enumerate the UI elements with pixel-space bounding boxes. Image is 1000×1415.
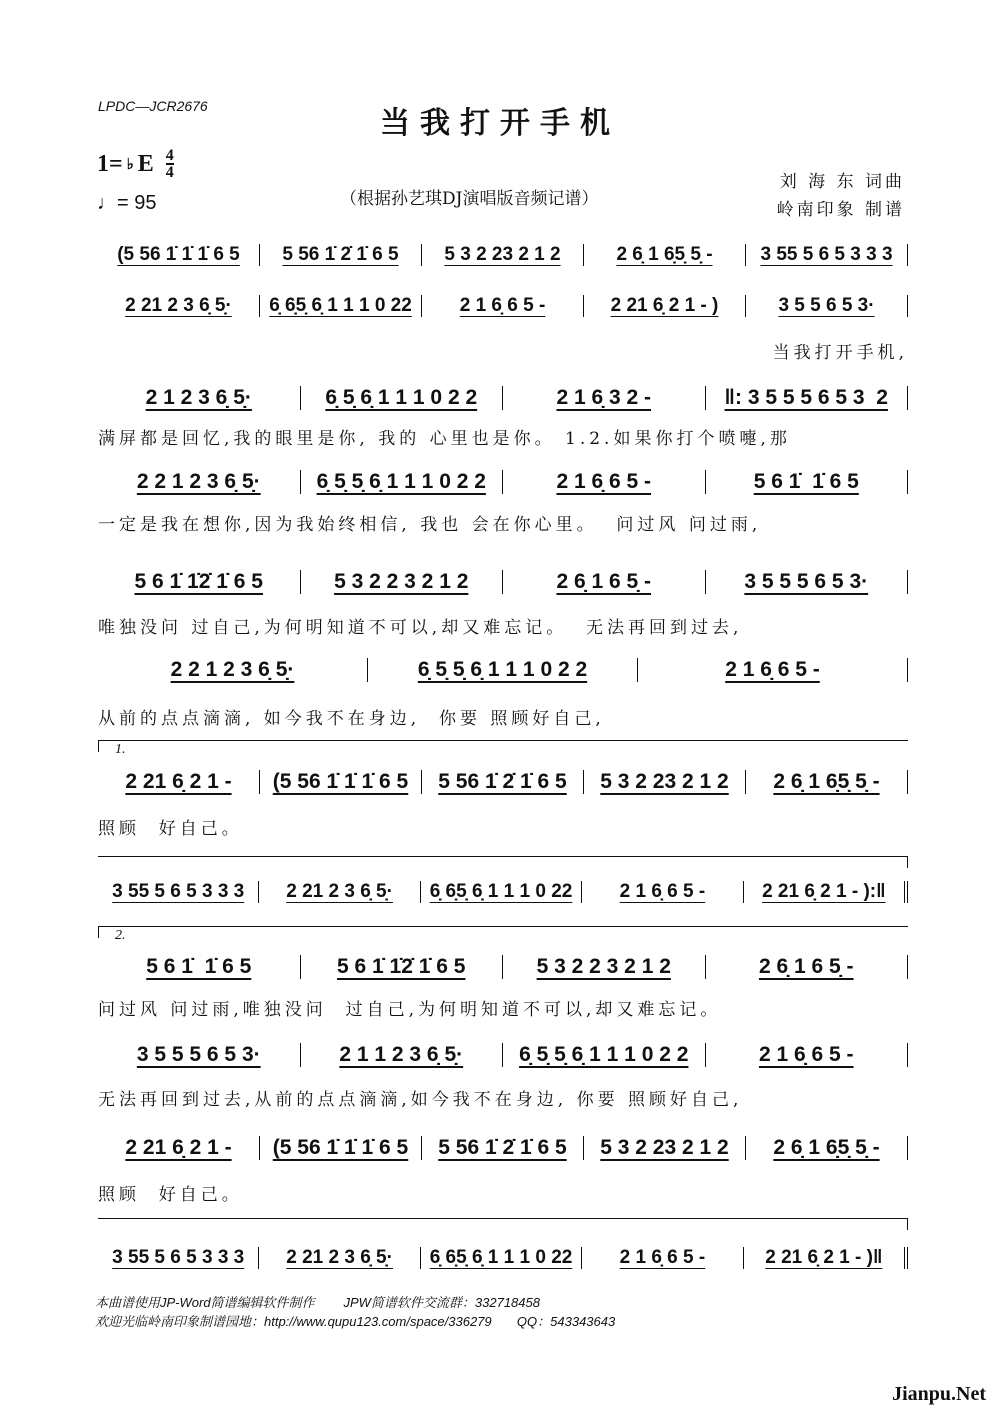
measure: 2 6̣ 1 6̣5̣ 5̣ - xyxy=(746,1136,908,1160)
flat-symbol: ♭ xyxy=(126,156,134,173)
footer-line-2: 欢迎光临岭南印象制谱园地：http://www.qupu123.com/space/336279 QQ：543343643 xyxy=(95,1314,616,1329)
lyrics-line: 无法再回到过去,从前的点点滴滴,如今我不在身边, 你要 照顾好自己, xyxy=(98,1090,743,1110)
measure: 2 21 6̣ 2 1 - )‖ xyxy=(744,1247,908,1269)
key-signature xyxy=(97,148,174,180)
measure: 5 3 2 23 2 1 2 xyxy=(584,770,746,794)
notation-system xyxy=(98,1243,908,1273)
measure: 2 6̣ 1 6 5̣ - xyxy=(503,570,706,594)
measure: 2 1 1 2 3 6̣ 5̣· xyxy=(301,1043,504,1067)
measure: (5 56 1̇ 1̇ 1̇ 6 5 xyxy=(98,244,260,266)
measure: 2 1 2 3 6̣ 5̣· xyxy=(98,386,301,410)
tempo xyxy=(97,192,156,215)
measure: 5 3 2 2 3 2 1 2 xyxy=(503,955,706,979)
time-bottom: 4 xyxy=(165,164,174,181)
measure: 2 1 6̣ 6 5 - xyxy=(638,658,908,682)
measure: 3 5 5 5 6 5 3· xyxy=(98,1043,301,1067)
tempo-value: = 95 xyxy=(117,192,157,214)
measure: 5 6 1̇ 1̇2̇ 1̇ 6 5 xyxy=(301,955,504,979)
song-title: 当我打开手机 xyxy=(380,106,620,141)
volta-2-line xyxy=(98,926,908,927)
lyrics-line: 问过风 问过雨,唯独没问 过自己,为何明知道不可以,却又难忘记。 xyxy=(98,1000,722,1020)
coda-tick xyxy=(907,1218,908,1230)
score-code: LPDC—JCR2676 xyxy=(98,98,208,114)
notation-system xyxy=(98,655,908,685)
measure: 6̣ 5̣ 5̣ 6̣ 1 1 1 0 2 2 xyxy=(503,1043,706,1067)
measure: 2 21 6̣ 2 1 - xyxy=(98,1136,260,1160)
measure: 6̣ 5̣ 5̣ 6̣ 1 1 1 0 2 2 xyxy=(368,658,638,682)
notation-system xyxy=(98,952,908,982)
measure: 5 3 2 2 3 2 1 2 xyxy=(301,570,504,594)
key-note: E xyxy=(137,150,154,177)
volta-1-end-tick xyxy=(907,856,908,868)
measure: ‖: 3 5 5 5 6 5 3 2 xyxy=(706,386,909,410)
notation-system xyxy=(98,1040,908,1070)
lyrics-line: 当我打开手机, xyxy=(772,343,908,363)
measure: 2 6̣ 1 6̣5̣ 5̣ - xyxy=(746,770,908,794)
measure: 2 1 6̣ 6 5 - xyxy=(582,1247,743,1269)
lyrics-line: 一定是我在想你,因为我始终相信, 我也 会在你心里。 问过风 问过雨, xyxy=(98,515,762,535)
coda-line xyxy=(98,1218,908,1219)
notation-system xyxy=(98,567,908,597)
lyricist-composer: 刘 海 东 词曲 xyxy=(779,172,905,192)
measure: 2 2 1 2 3 6̣ 5̣· xyxy=(98,658,368,682)
measure: 2 1 6̣ 3 2 - xyxy=(503,386,706,410)
measure: 2 1 6̣ 6 5 - xyxy=(422,295,584,317)
measure: 2 21 6̣ 2 1 - xyxy=(98,770,260,794)
notation-system xyxy=(98,877,908,907)
notation-system xyxy=(98,1133,908,1163)
measure: 2 1 6̣ 6 5 - xyxy=(582,881,743,903)
measure: 3 55 5 6 5 3 3 3 xyxy=(98,881,259,903)
notation-system xyxy=(98,467,908,497)
measure: 3 55 5 6 5 3 3 3 xyxy=(98,1247,259,1269)
lyrics-line: 从前的点点滴滴, 如今我不在身边, 你要 照顾好自己, xyxy=(98,709,605,729)
measure: 5 56 1̇ 2̇ 1̇ 6 5 xyxy=(260,244,422,266)
notation-system xyxy=(98,767,908,797)
lyrics-line: 唯独没问 过自己,为何明知道不可以,却又难忘记。 无法再回到过去, xyxy=(98,618,743,638)
volta-2-tick xyxy=(98,926,99,938)
measure: 5 56 1̇ 2̇ 1̇ 6 5 xyxy=(422,770,584,794)
notation-system xyxy=(98,291,908,321)
lyrics-line: 满屏都是回忆,我的眼里是你, 我的 心里也是你。 1.2.如果你打个喷嚏,那 xyxy=(98,429,791,449)
measure: 3 5 5 5 6 5 3· xyxy=(706,570,909,594)
arranger: 岭南印象 制谱 xyxy=(776,200,905,220)
volta-1-line xyxy=(98,740,908,741)
measure: 5 3 2 23 2 1 2 xyxy=(584,1136,746,1160)
measure: 5 56 1̇ 2̇ 1̇ 6 5 xyxy=(422,1136,584,1160)
lyrics-line: 照顾 好自己。 xyxy=(98,819,243,839)
measure: 5 6 1̇ 1̇ 6 5 xyxy=(706,470,909,494)
time-signature xyxy=(166,148,174,180)
volta-1-tick xyxy=(98,740,99,752)
measure: 6̣ 5̣ 5̣ 6̣ 1 1 1 0 2 2 xyxy=(301,470,504,494)
measure: 3 55 5 6 5 3 3 3 xyxy=(746,244,908,266)
measure: 2 21 2 3 6̣ 5̣· xyxy=(98,295,260,317)
measure: 3 5 5 6 5 3· xyxy=(746,295,908,317)
lyrics-line: 照顾 好自己。 xyxy=(98,1185,243,1205)
measure: 2 6̣ 1 6 5̣ - xyxy=(706,955,909,979)
measure: 6̣ 6̣5̣ 6̣ 1 1 1 0 22 xyxy=(260,295,422,317)
measure: 2 6̣ 1 6̣5̣ 5̣ - xyxy=(584,244,746,266)
measure: 2 21 6̣ 2 1 - ):‖ xyxy=(744,881,908,903)
credits xyxy=(777,168,905,224)
volta-1-label: 1. xyxy=(115,742,126,757)
measure: (5 56 1̇ 1̇ 1̇ 6 5 xyxy=(260,1136,422,1160)
measure: 5 6 1̇ 1̇2̇ 1̇ 6 5 xyxy=(98,570,301,594)
measure: 2 21 2 3 6̣ 5̣· xyxy=(259,881,420,903)
measure: 2 21 2 3 6̣ 5̣· xyxy=(259,1247,420,1269)
measure: 6̣ 5̣ 6̣ 1 1 1 0 2 2 xyxy=(301,386,504,410)
measure: 6̣ 6̣5̣ 6̣ 1 1 1 0 22 xyxy=(421,1247,582,1269)
watermark: Jianpu.Net xyxy=(892,1383,986,1405)
measure: 2 2 1 2 3 6̣ 5̣· xyxy=(98,470,301,494)
volta-1-end-line xyxy=(98,856,908,857)
footer-line-1: 本曲谱使用JP-Word简谱编辑软件制作 JPW简谱软件交流群：332718458 xyxy=(95,1295,540,1310)
measure: 6̣ 6̣5̣ 6̣ 1 1 1 0 22 xyxy=(421,881,582,903)
measure: 5 6 1̇ 1̇ 6 5 xyxy=(98,955,301,979)
subtitle: （根据孙艺琪DJ演唱版音频记谱） xyxy=(340,189,599,209)
notation-system xyxy=(98,383,908,413)
measure: 5 3 2 23 2 1 2 xyxy=(422,244,584,266)
key-prefix: 1= xyxy=(97,150,123,177)
measure: 2 21 6̣ 2 1 - ) xyxy=(584,295,746,317)
measure: 2 1 6̣ 6 5 - xyxy=(706,1043,909,1067)
measure: 2 1 6̣ 6 5 - xyxy=(503,470,706,494)
quarter-note-icon: ♩ xyxy=(97,192,117,214)
notation-system xyxy=(98,240,908,270)
volta-2-label: 2. xyxy=(115,928,126,943)
time-top: 4 xyxy=(165,147,174,164)
measure: (5 56 1̇ 1̇ 1̇ 6 5 xyxy=(260,770,422,794)
